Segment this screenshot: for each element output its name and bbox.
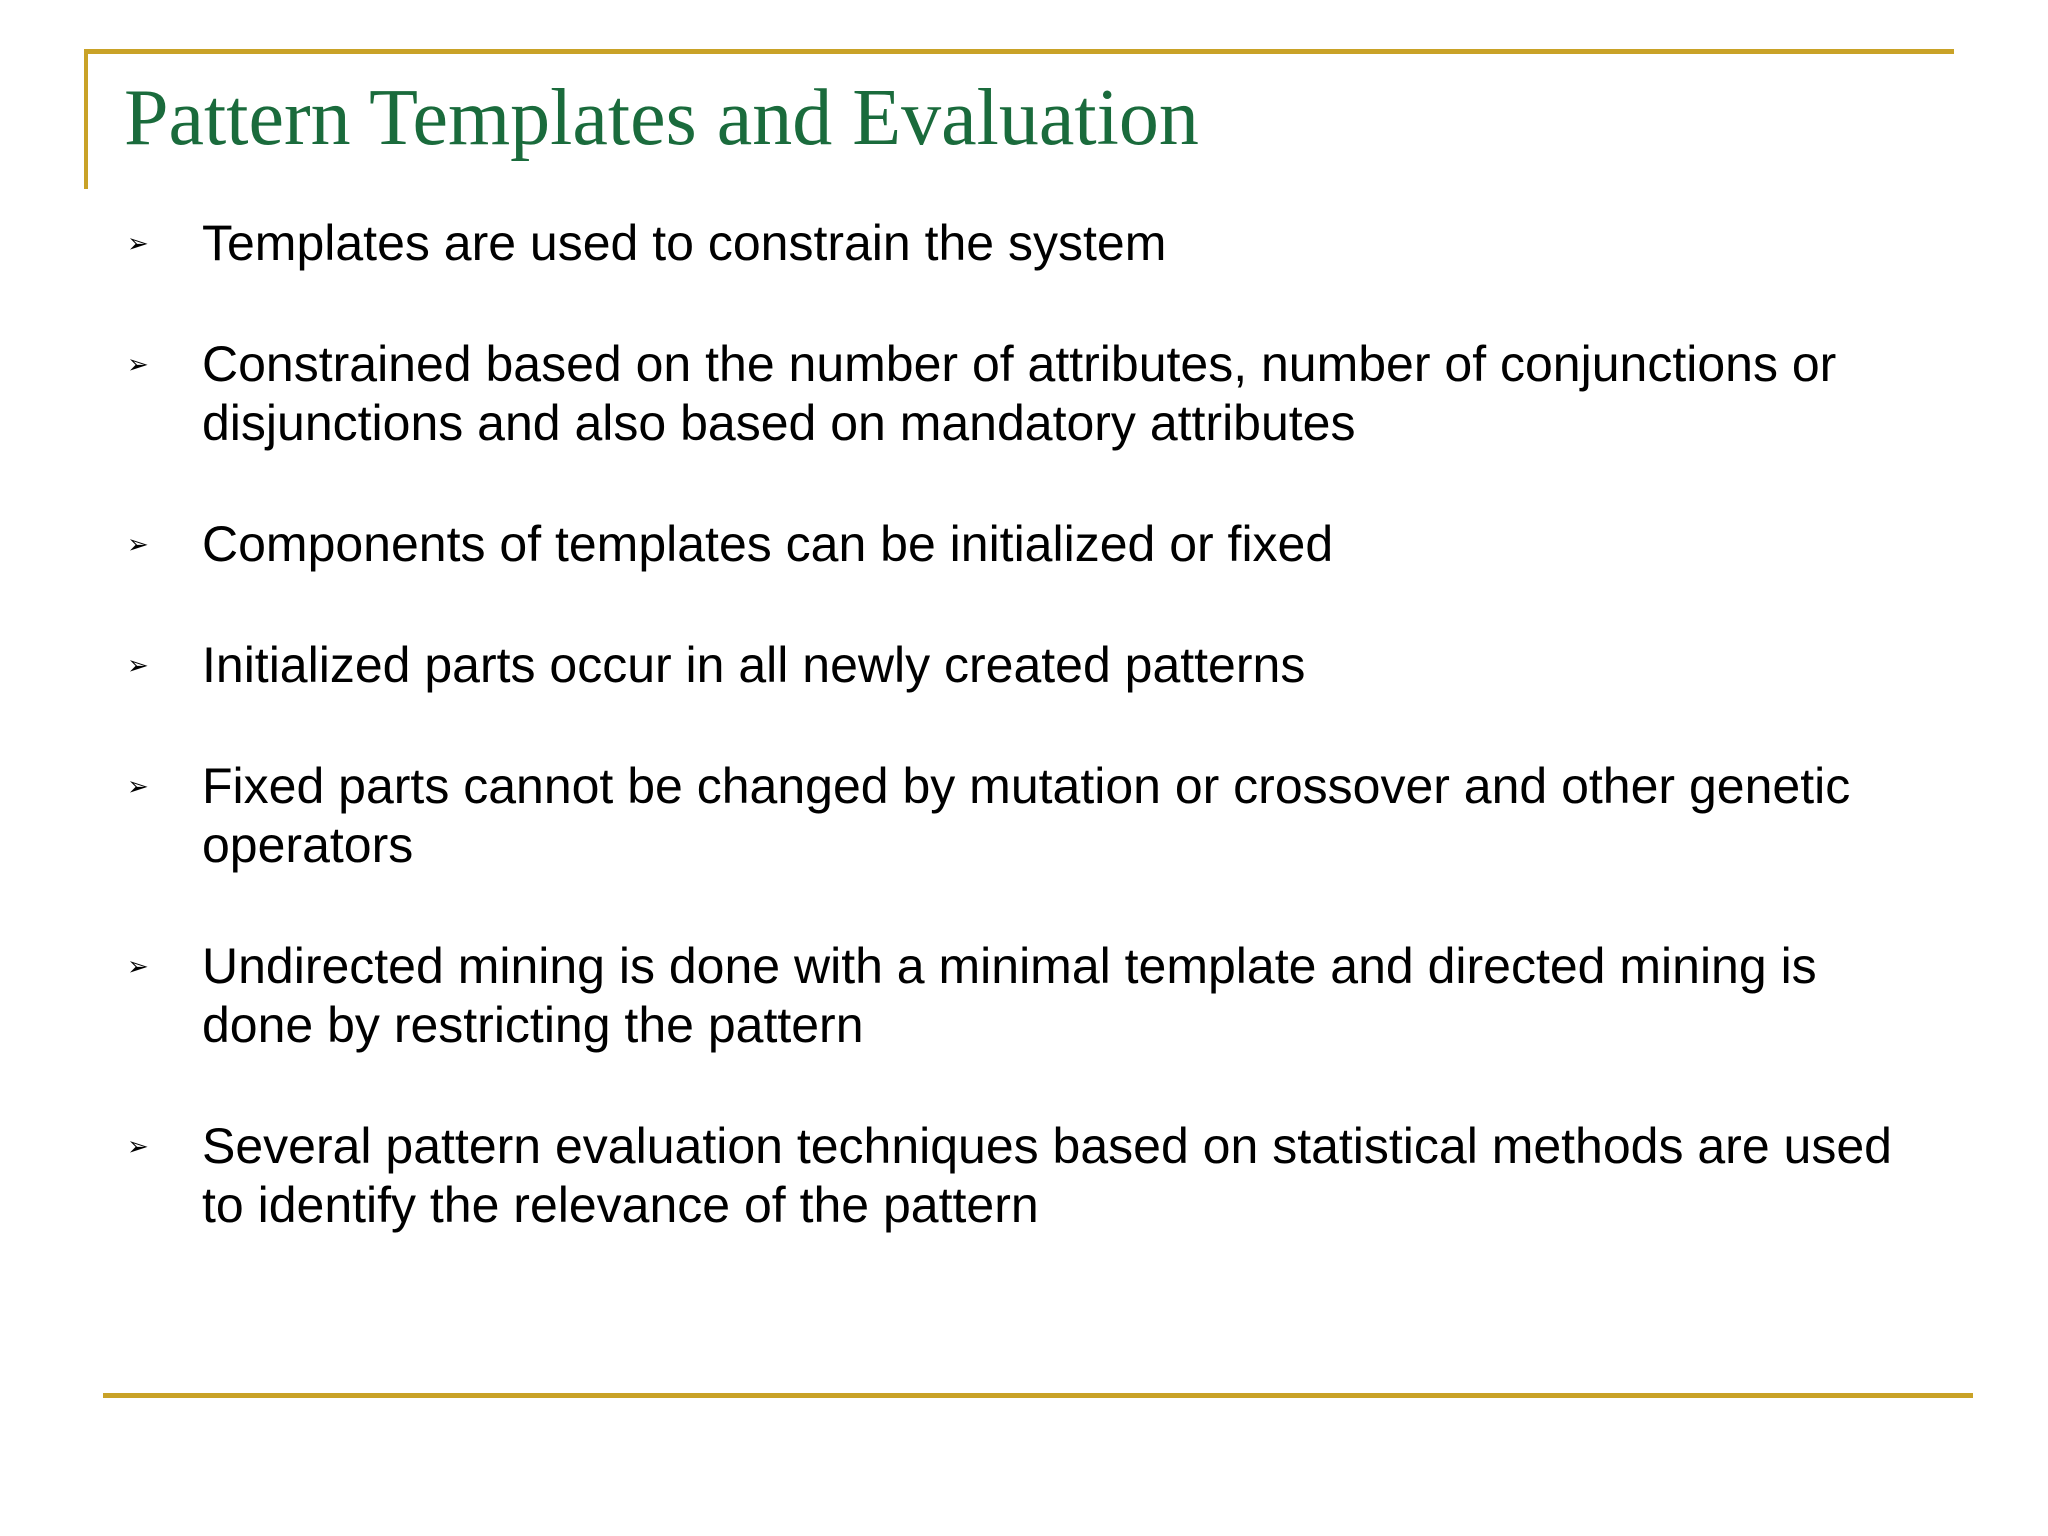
top-accent-rule xyxy=(84,49,1954,54)
bullet-text: Initialized parts occur in all newly created patterns xyxy=(202,637,1306,693)
bullet-item xyxy=(120,636,1940,695)
left-accent-rule xyxy=(84,49,88,189)
arrowhead-bullet-icon: ➢ xyxy=(127,650,149,680)
bullet-item xyxy=(120,335,1940,453)
bullet-item xyxy=(120,937,1940,1055)
arrowhead-bullet-icon: ➢ xyxy=(127,771,149,801)
arrowhead-bullet-icon: ➢ xyxy=(127,951,149,981)
arrowhead-bullet-icon: ➢ xyxy=(127,529,149,559)
bullet-text: Fixed parts cannot be changed by mutation or crossover and other genetic operators xyxy=(202,758,1851,873)
bottom-accent-rule xyxy=(103,1393,1973,1398)
bullet-item xyxy=(120,757,1940,875)
arrowhead-bullet-icon: ➢ xyxy=(127,349,149,379)
bullet-item xyxy=(120,1117,1940,1235)
bullet-text: Templates are used to constrain the system xyxy=(202,215,1167,271)
bullet-item xyxy=(120,515,1940,574)
slide-title: Pattern Templates and Evaluation xyxy=(124,74,1199,162)
bullet-text: Undirected mining is done with a minimal template and directed mining is done by restricting the pattern xyxy=(202,938,1817,1053)
bullet-item xyxy=(120,214,1940,273)
bullet-list xyxy=(120,214,1940,1297)
bullet-text: Constrained based on the number of attributes, number of conjunctions or disjunctions and also based on mandatory attributes xyxy=(202,336,1837,451)
arrowhead-bullet-icon: ➢ xyxy=(127,1131,149,1161)
bullet-text: Components of templates can be initialized or fixed xyxy=(202,516,1334,572)
bullet-text: Several pattern evaluation techniques based on statistical methods are used to identify the relevance of the pattern xyxy=(202,1118,1892,1233)
arrowhead-bullet-icon: ➢ xyxy=(127,228,149,258)
